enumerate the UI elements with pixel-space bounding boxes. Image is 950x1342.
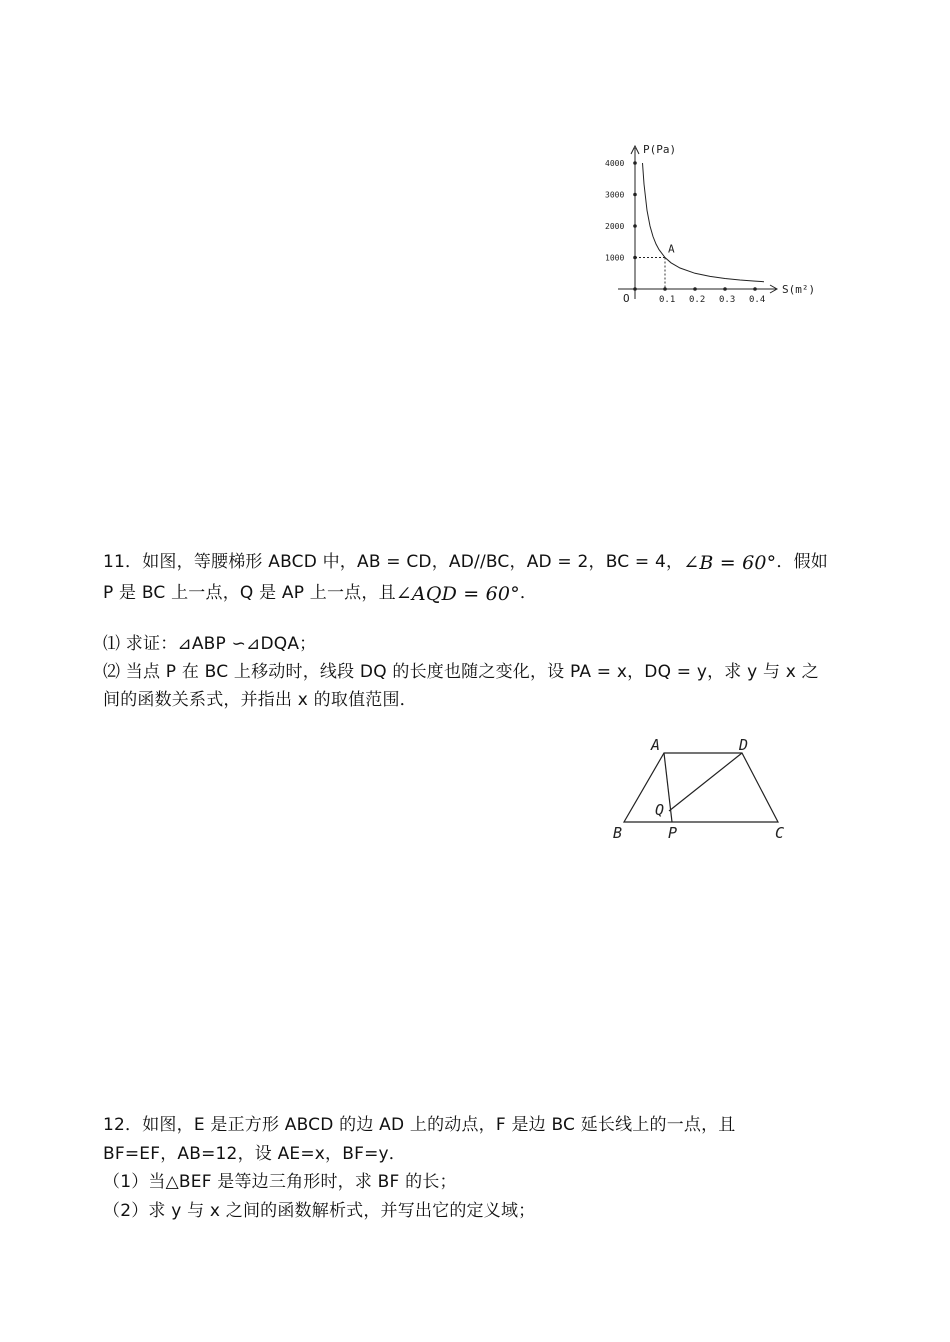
label-p: P xyxy=(668,824,678,842)
x-tick-label: 0.2 xyxy=(689,295,706,305)
label-q: Q xyxy=(655,801,665,819)
q12-line-1: 12．如图，E 是正方形 ABCD 的边 AD 上的动点，F 是边 BC 延长线上的一点，且 xyxy=(103,1115,736,1135)
x-tick-dot xyxy=(693,287,697,291)
y-tick-label: 1000 xyxy=(605,253,625,263)
label-c: C xyxy=(775,824,785,842)
chart-ticks xyxy=(605,159,765,305)
angle-aqd-formula: ∠AQD = 60° xyxy=(395,583,520,605)
q11-text: P 是 BC 上一点，Q 是 AP 上一点，且 xyxy=(103,583,396,603)
y-tick-dot xyxy=(633,224,637,228)
y-tick-label: 4000 xyxy=(605,159,625,168)
y-tick-label: 3000 xyxy=(605,190,625,200)
q11-part-2-line-1: ⑵ 当点 P 在 BC 上移动时，线段 DQ 的长度也随之变化，设 PA = x，DQ = y，求 y 与 x 之 xyxy=(103,662,819,682)
q11-part-1: ⑴ 求证：⊿ABP ∽⊿DQA； xyxy=(103,634,317,654)
q11-line-1 xyxy=(103,551,828,574)
x-tick-dot xyxy=(723,287,727,291)
q11-part-2-line-2: 间的函数关系式，并指出 x 的取值范围． xyxy=(103,690,417,710)
label-b: B xyxy=(613,824,623,842)
angle-b-formula: ∠B = 60° xyxy=(683,552,777,574)
trapezoid-abcd xyxy=(624,753,778,822)
y-tick-dot xyxy=(633,193,637,197)
segment-ap xyxy=(664,753,672,822)
y-tick-label: 2000 xyxy=(605,222,625,231)
chart-axes xyxy=(618,146,777,299)
pressure-area-chart xyxy=(600,135,830,310)
origin-dot xyxy=(633,287,637,291)
segment-dq xyxy=(669,753,742,811)
y-tick-dot xyxy=(633,161,637,165)
x-tick-label: 0.1 xyxy=(659,295,676,305)
q12-line-2: BF=EF，AB=12，设 AE=x，BF=y． xyxy=(103,1144,406,1164)
q12-part-2: （2）求 y 与 x 之间的函数解析式，并写出它的定义域； xyxy=(103,1201,536,1221)
q11-text: 11．如图，等腰梯形 ABCD 中，AB = CD，AD//BC，AD = 2，BC = 4， xyxy=(103,552,684,572)
x-tick-label: 0.4 xyxy=(749,295,766,305)
chart-curve xyxy=(643,163,765,282)
label-a: A xyxy=(651,736,661,754)
x-axis-label: S(m²) xyxy=(782,283,816,296)
q11-line-2 xyxy=(103,582,537,605)
origin-label: O xyxy=(623,292,630,305)
q11-text-end: ．假如 xyxy=(776,552,828,572)
point-a-label: A xyxy=(668,242,675,256)
y-axis-label: P(Pa) xyxy=(643,143,677,156)
q11-text-end: ． xyxy=(519,583,538,603)
chart-guides xyxy=(635,258,665,290)
x-tick-label: 0.3 xyxy=(719,295,736,305)
x-tick-dot xyxy=(753,287,757,291)
trapezoid-figure xyxy=(605,732,800,844)
q12-part-1: （1）当△BEF 是等边三角形时，求 BF 的长； xyxy=(103,1172,457,1192)
label-d: D xyxy=(739,736,749,754)
